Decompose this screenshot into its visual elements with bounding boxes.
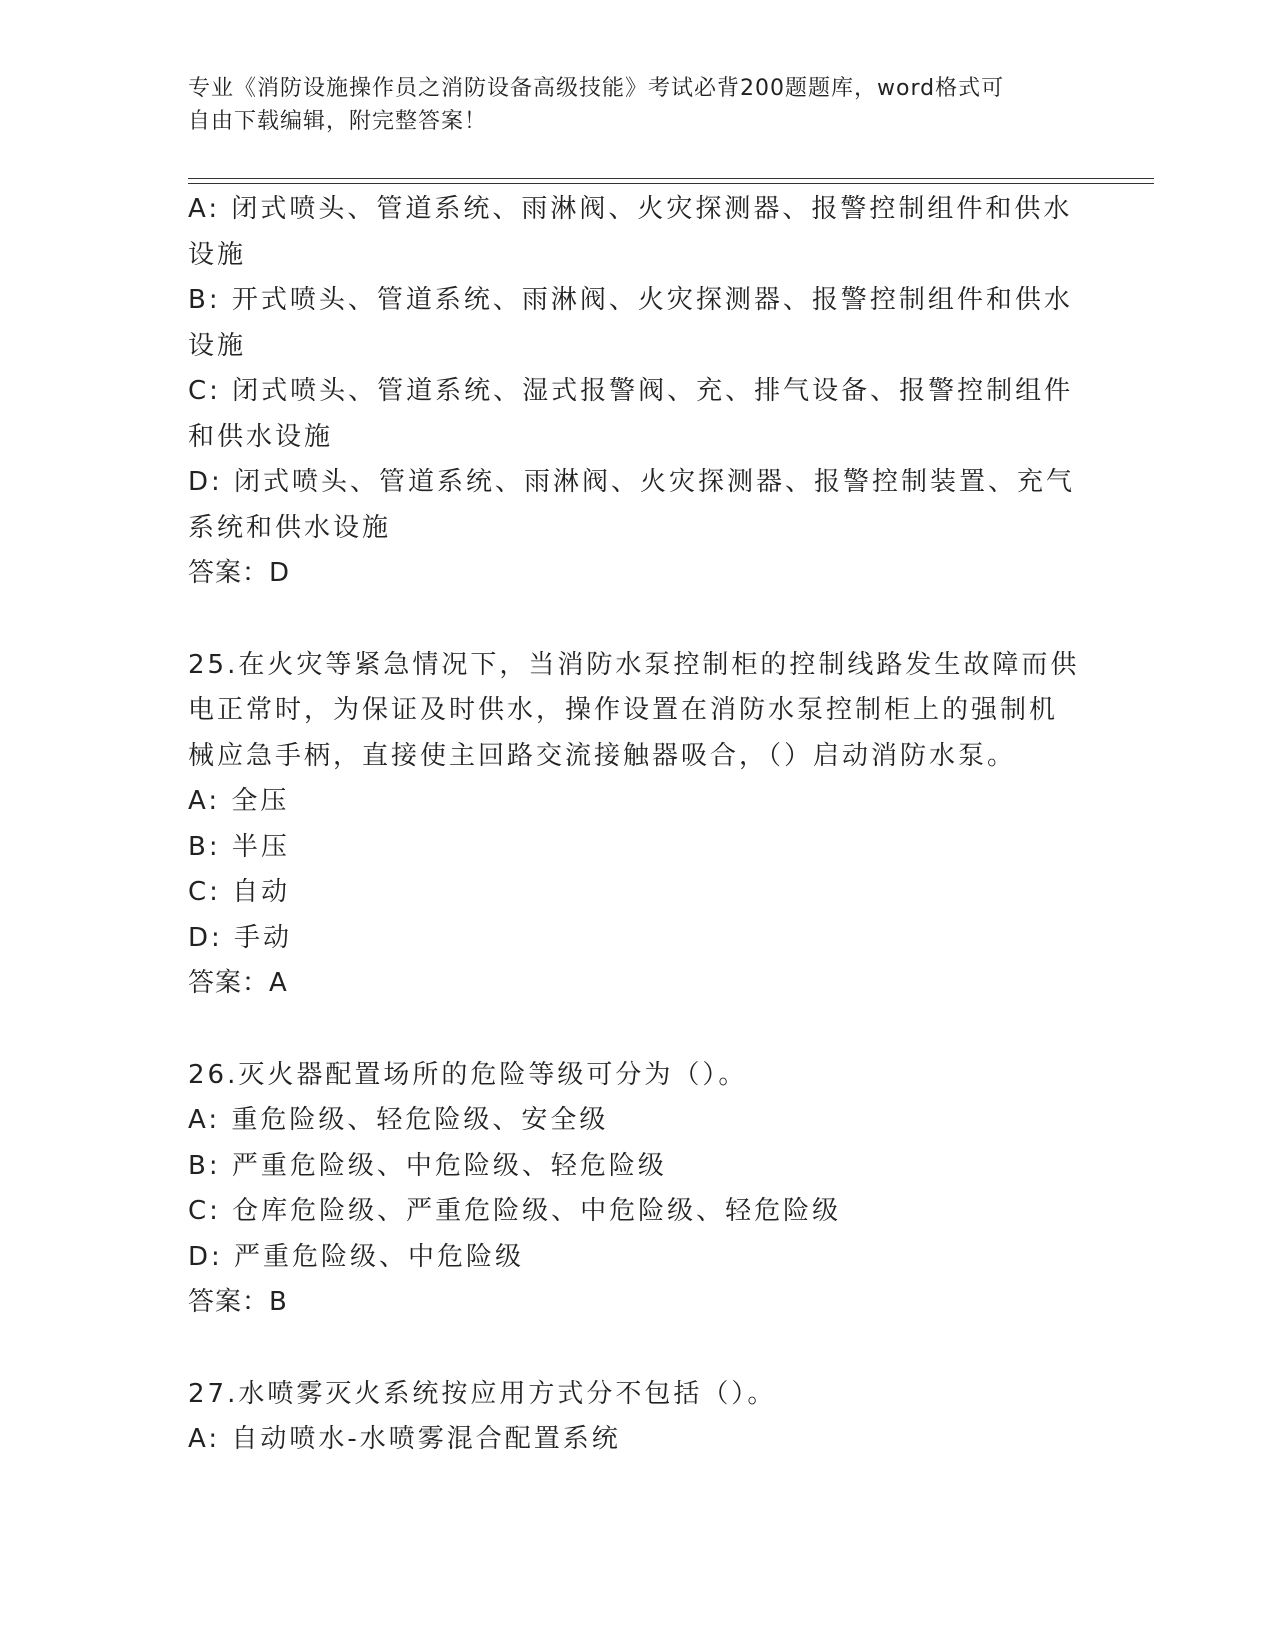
question-spacer — [188, 1326, 1078, 1372]
q26-option-b: B: 严重危险级、中危险级、轻危险级 — [188, 1150, 667, 1181]
q26-option-a: A: 重危险级、轻危险级、安全级 — [188, 1105, 609, 1135]
q25-option-b: B: 半压 — [188, 831, 290, 862]
question-spacer — [188, 1007, 1078, 1053]
q24-answer: 答案：D — [188, 558, 291, 588]
question-25 — [188, 643, 1078, 1007]
q24-option-a-line-2: 设施 — [188, 239, 247, 270]
header-divider-top — [188, 178, 1154, 179]
q25-stem-line-3: 械应急手柄，直接使主回路交流接触器吸合，（）启动消防水泵。 — [188, 740, 1017, 771]
question-content — [188, 187, 1078, 1463]
question-26 — [188, 1053, 1078, 1326]
q25-stem-line-1: 25.在火灾等紧急情况下，当消防水泵控制柜的控制线路发生故障而供 — [188, 649, 1080, 680]
q24-option-b-line-2: 设施 — [188, 330, 247, 361]
q24-option-d-line-1: D: 闭式喷头、管道系统、雨淋阀、火灾探测器、报警控制装置、充气 — [188, 467, 1076, 497]
q24-option-c-line-2: 和供水设施 — [188, 421, 334, 452]
q26-option-c: C: 仓库危险级、严重危险级、中危险级、轻危险级 — [188, 1196, 842, 1226]
q24-option-d-line-2: 系统和供水设施 — [188, 512, 392, 543]
q26-stem: 26.灭火器配置场所的危险等级可分为（）。 — [188, 1059, 748, 1090]
q24-option-b-line-1: B: 开式喷头、管道系统、雨淋阀、火灾探测器、报警控制组件和供水 — [188, 285, 1073, 315]
q25-option-d: D: 手动 — [188, 922, 293, 953]
q25-option-a: A: 全压 — [188, 786, 290, 816]
q26-option-d: D: 严重危险级、中危险级 — [188, 1241, 525, 1272]
q25-option-c: C: 自动 — [188, 877, 291, 907]
q25-stem-line-2: 电正常时，为保证及时供水，操作设置在消防水泵控制柜上的强制机 — [188, 695, 1059, 725]
header-title-line-1: 专业《消防设施操作员之消防设备高级技能》考试必背200题题库，word格式可 — [188, 76, 1005, 101]
question-27 — [188, 1372, 1078, 1463]
q25-answer: 答案：A — [188, 968, 288, 998]
header-title-line-2: 自由下载编辑，附完整答案！ — [188, 109, 488, 134]
q24-option-a-line-1: A: 闭式喷头、管道系统、雨淋阀、火灾探测器、报警控制组件和供水 — [188, 194, 1073, 224]
q27-option-a: A: 自动喷水-水喷雾混合配置系统 — [188, 1424, 621, 1454]
question-24 — [188, 187, 1078, 597]
document-header — [188, 72, 1068, 138]
q24-option-c-line-1: C: 闭式喷头、管道系统、湿式报警阀、充、排气设备、报警控制组件 — [188, 376, 1074, 406]
question-spacer — [188, 597, 1078, 643]
q26-answer: 答案：B — [188, 1287, 288, 1317]
q27-stem: 27.水喷雾灭火系统按应用方式分不包括（）。 — [188, 1378, 777, 1409]
header-divider-bottom — [188, 183, 1154, 184]
